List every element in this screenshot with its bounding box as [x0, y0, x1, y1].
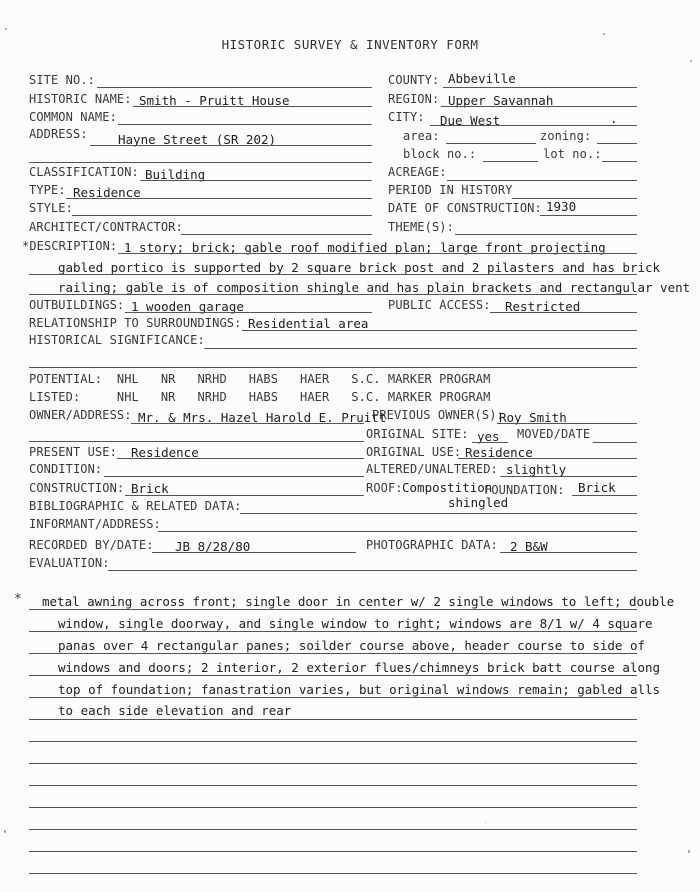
continuation-rule-5	[29, 697, 637, 698]
lot-no-line	[602, 161, 637, 162]
historic-name-label: HISTORIC NAME:	[29, 92, 132, 106]
original-use-line	[458, 458, 637, 459]
architect-label: ARCHITECT/CONTRACTOR:	[29, 220, 183, 234]
scan-speck	[603, 33, 605, 35]
address-label: ADDRESS:	[29, 127, 88, 141]
description-line-2: gabled portico is supported by 2 square brick post and 2 pilasters and has brick	[58, 260, 661, 275]
common-name-label: COMMON NAME:	[29, 110, 117, 124]
altered-line	[500, 476, 637, 477]
relationship-value: Residential area	[248, 316, 369, 331]
foundation-value: Brick	[578, 480, 616, 495]
period-label: PERIOD IN HISTORY	[388, 183, 513, 197]
original-use-label: ORIGINAL USE:	[366, 445, 462, 459]
style-line	[72, 215, 372, 216]
classification-line	[140, 180, 372, 181]
original-site-value: yes	[477, 429, 500, 444]
foundation-line	[572, 495, 637, 496]
evaluation-line	[108, 570, 637, 571]
owner-address-value: Mr. & Mrs. Hazel Harold E. Pruitt	[138, 410, 387, 425]
public-access-value: Restricted	[505, 299, 581, 314]
type-value: Residence	[73, 185, 141, 200]
foundation-label: FOUNDATION:	[484, 483, 565, 497]
zoning-line	[597, 143, 637, 144]
outbuildings-value: 1 wooden garage	[131, 299, 244, 314]
informant-label: INFORMANT/ADDRESS:	[29, 517, 161, 531]
construction-label: CONSTRUCTION:	[29, 481, 125, 495]
theme-label: THEME(S):	[388, 220, 454, 234]
potential-row: POTENTIAL: NHL NR NRHD HABS HAER S.C. MARKER PROGRAM	[29, 372, 491, 386]
historic-name-value: Smith - Pruitt House	[139, 93, 290, 108]
description-label: *DESCRIPTION:	[22, 239, 118, 253]
recorded-by-label: RECORDED BY/DATE:	[29, 538, 154, 552]
scan-speck	[485, 822, 486, 823]
acreage-label: ACREAGE:	[388, 165, 447, 179]
city-mark: .	[610, 111, 618, 126]
date-construction-line	[540, 215, 637, 216]
present-use-value: Residence	[131, 445, 199, 460]
description-line-3: railing; gable is of composition shingle and has plain brackets and rectangular vent	[58, 280, 691, 295]
continuation-line-3: panas over 4 rectangular panes; soilder course above, header course to side of	[58, 638, 645, 653]
blank-rule-1	[29, 741, 637, 742]
photographic-value: 2 B&W	[510, 539, 548, 554]
continuation-asterisk: *	[14, 592, 22, 607]
moved-date-line	[593, 442, 637, 443]
present-use-line	[117, 458, 364, 459]
address-value: Hayne Street (SR 202)	[118, 132, 277, 147]
continuation-line-4: windows and doors; 2 interior, 2 exterior flues/chimneys brick batt course along	[58, 660, 661, 675]
block-no-label: block no.:	[403, 147, 477, 161]
construction-line	[125, 495, 364, 496]
informant-line	[158, 531, 637, 532]
owner-address-line	[131, 423, 364, 424]
photographic-line	[500, 552, 637, 553]
continuation-line-6: to each side elevation and rear	[58, 703, 292, 718]
region-line	[441, 106, 637, 107]
blank-rule-6	[29, 851, 637, 852]
relationship-line	[242, 330, 637, 331]
construction-value: Brick	[131, 481, 169, 496]
previous-owner-line	[497, 423, 637, 424]
altered-label: ALTERED/UNALTERED:	[366, 462, 498, 476]
continuation-line-1: metal awning across front; single door in center w/ 2 single windows to left; double	[42, 594, 675, 609]
architect-line	[181, 234, 372, 235]
date-construction-value: 1930	[546, 199, 577, 214]
blank-rule-3	[29, 785, 637, 786]
previous-owner-value: Roy Smith	[499, 410, 567, 425]
county-value: Abbeville	[448, 71, 516, 86]
style-label: STYLE:	[29, 201, 73, 215]
roof-value-2: shingled	[448, 495, 509, 510]
blank-rule-2	[29, 763, 637, 764]
continuation-rule-3	[29, 653, 637, 654]
historical-significance-line-2	[29, 367, 637, 368]
city-line	[430, 125, 637, 126]
area-line	[446, 143, 536, 144]
condition-label: CONDITION:	[29, 462, 103, 476]
site-no-line	[97, 87, 372, 88]
area-label: area:	[403, 129, 440, 143]
lot-no-label: lot no.:	[543, 147, 602, 161]
original-use-value: Residence	[465, 445, 533, 460]
continuation-rule-1	[29, 609, 637, 610]
city-value: Due West	[440, 113, 501, 128]
continuation-rule-2	[29, 631, 637, 632]
historic-name-line	[133, 106, 372, 107]
bibliographic-line	[240, 513, 637, 514]
blank-rule-4	[29, 807, 637, 808]
county-line	[443, 87, 637, 88]
present-use-label: PRESENT USE:	[29, 445, 117, 459]
roof-value: Compostition	[402, 480, 493, 495]
scan-speck	[688, 850, 690, 853]
outbuildings-line	[125, 312, 372, 313]
description-rule-3	[29, 294, 637, 295]
moved-date-label: MOVED/DATE	[517, 427, 591, 441]
roof-label: ROOF:	[366, 481, 403, 495]
photographic-label: PHOTOGRAPHIC DATA:	[366, 538, 498, 552]
owner-address-line-2	[29, 441, 364, 442]
historical-significance-line	[204, 348, 637, 349]
form-title: HISTORIC SURVEY & INVENTORY FORM	[221, 37, 479, 52]
blank-rule-5	[29, 829, 637, 830]
type-label: TYPE:	[29, 183, 66, 197]
region-label: REGION:	[388, 92, 440, 106]
type-line	[66, 198, 372, 199]
scan-speck	[4, 830, 6, 833]
historical-significance-label: HISTORICAL SIGNIFICANCE:	[29, 333, 205, 347]
theme-line	[455, 234, 637, 235]
previous-owner-label: PREVIOUS OWNER(S):	[372, 408, 504, 422]
continuation-rule-6	[29, 719, 637, 720]
altered-value: slightly	[506, 462, 567, 477]
scan-speck	[690, 60, 692, 62]
public-access-line	[490, 312, 637, 313]
recorded-by-value: JB 8/28/80	[175, 539, 251, 554]
description-rule-1	[118, 253, 637, 254]
evaluation-label: EVALUATION:	[29, 556, 110, 570]
blank-rule-7	[29, 873, 637, 874]
classification-label: CLASSIFICATION:	[29, 165, 139, 179]
original-site-line	[472, 442, 508, 443]
recorded-by-line	[152, 552, 356, 553]
scan-speck	[5, 28, 7, 30]
continuation-line-5: top of foundation; fanastration varies, but original windows remain; gabled alls	[58, 682, 661, 697]
listed-row: LISTED: NHL NR NRHD HABS HAER S.C. MARKER PROGRAM	[29, 390, 491, 404]
outbuildings-label: OUTBUILDINGS:	[29, 298, 125, 312]
relationship-label: RELATIONSHIP TO SURROUNDINGS:	[29, 316, 242, 330]
site-no-label: SITE NO.:	[29, 73, 95, 87]
address-line	[90, 145, 372, 146]
continuation-rule-4	[29, 675, 637, 676]
date-construction-label: DATE OF CONSTRUCTION:	[388, 201, 542, 215]
description-line-1: 1 story; brick; gable roof modified plan; large front projecting	[124, 240, 606, 255]
county-label: COUNTY:	[388, 73, 440, 87]
condition-line	[104, 476, 364, 477]
zoning-label: zoning:	[540, 129, 592, 143]
city-label: CITY:	[388, 110, 425, 124]
continuation-line-2: window, single doorway, and single window to right; windows are 8/1 w/ 4 square	[58, 616, 653, 631]
region-value: Upper Savannah	[448, 93, 554, 108]
address-line-2	[29, 162, 372, 163]
original-site-label: ORIGINAL SITE:	[366, 427, 469, 441]
description-rule-2	[29, 274, 637, 275]
public-access-label: PUBLIC ACCESS:	[388, 298, 491, 312]
common-name-line	[118, 124, 372, 125]
acreage-line	[447, 180, 637, 181]
block-no-line	[483, 161, 538, 162]
owner-address-label: OWNER/ADDRESS:	[29, 408, 132, 422]
classification-value: Building	[145, 167, 206, 182]
bibliographic-label: BIBLIOGRAPHIC & RELATED DATA:	[29, 499, 242, 513]
